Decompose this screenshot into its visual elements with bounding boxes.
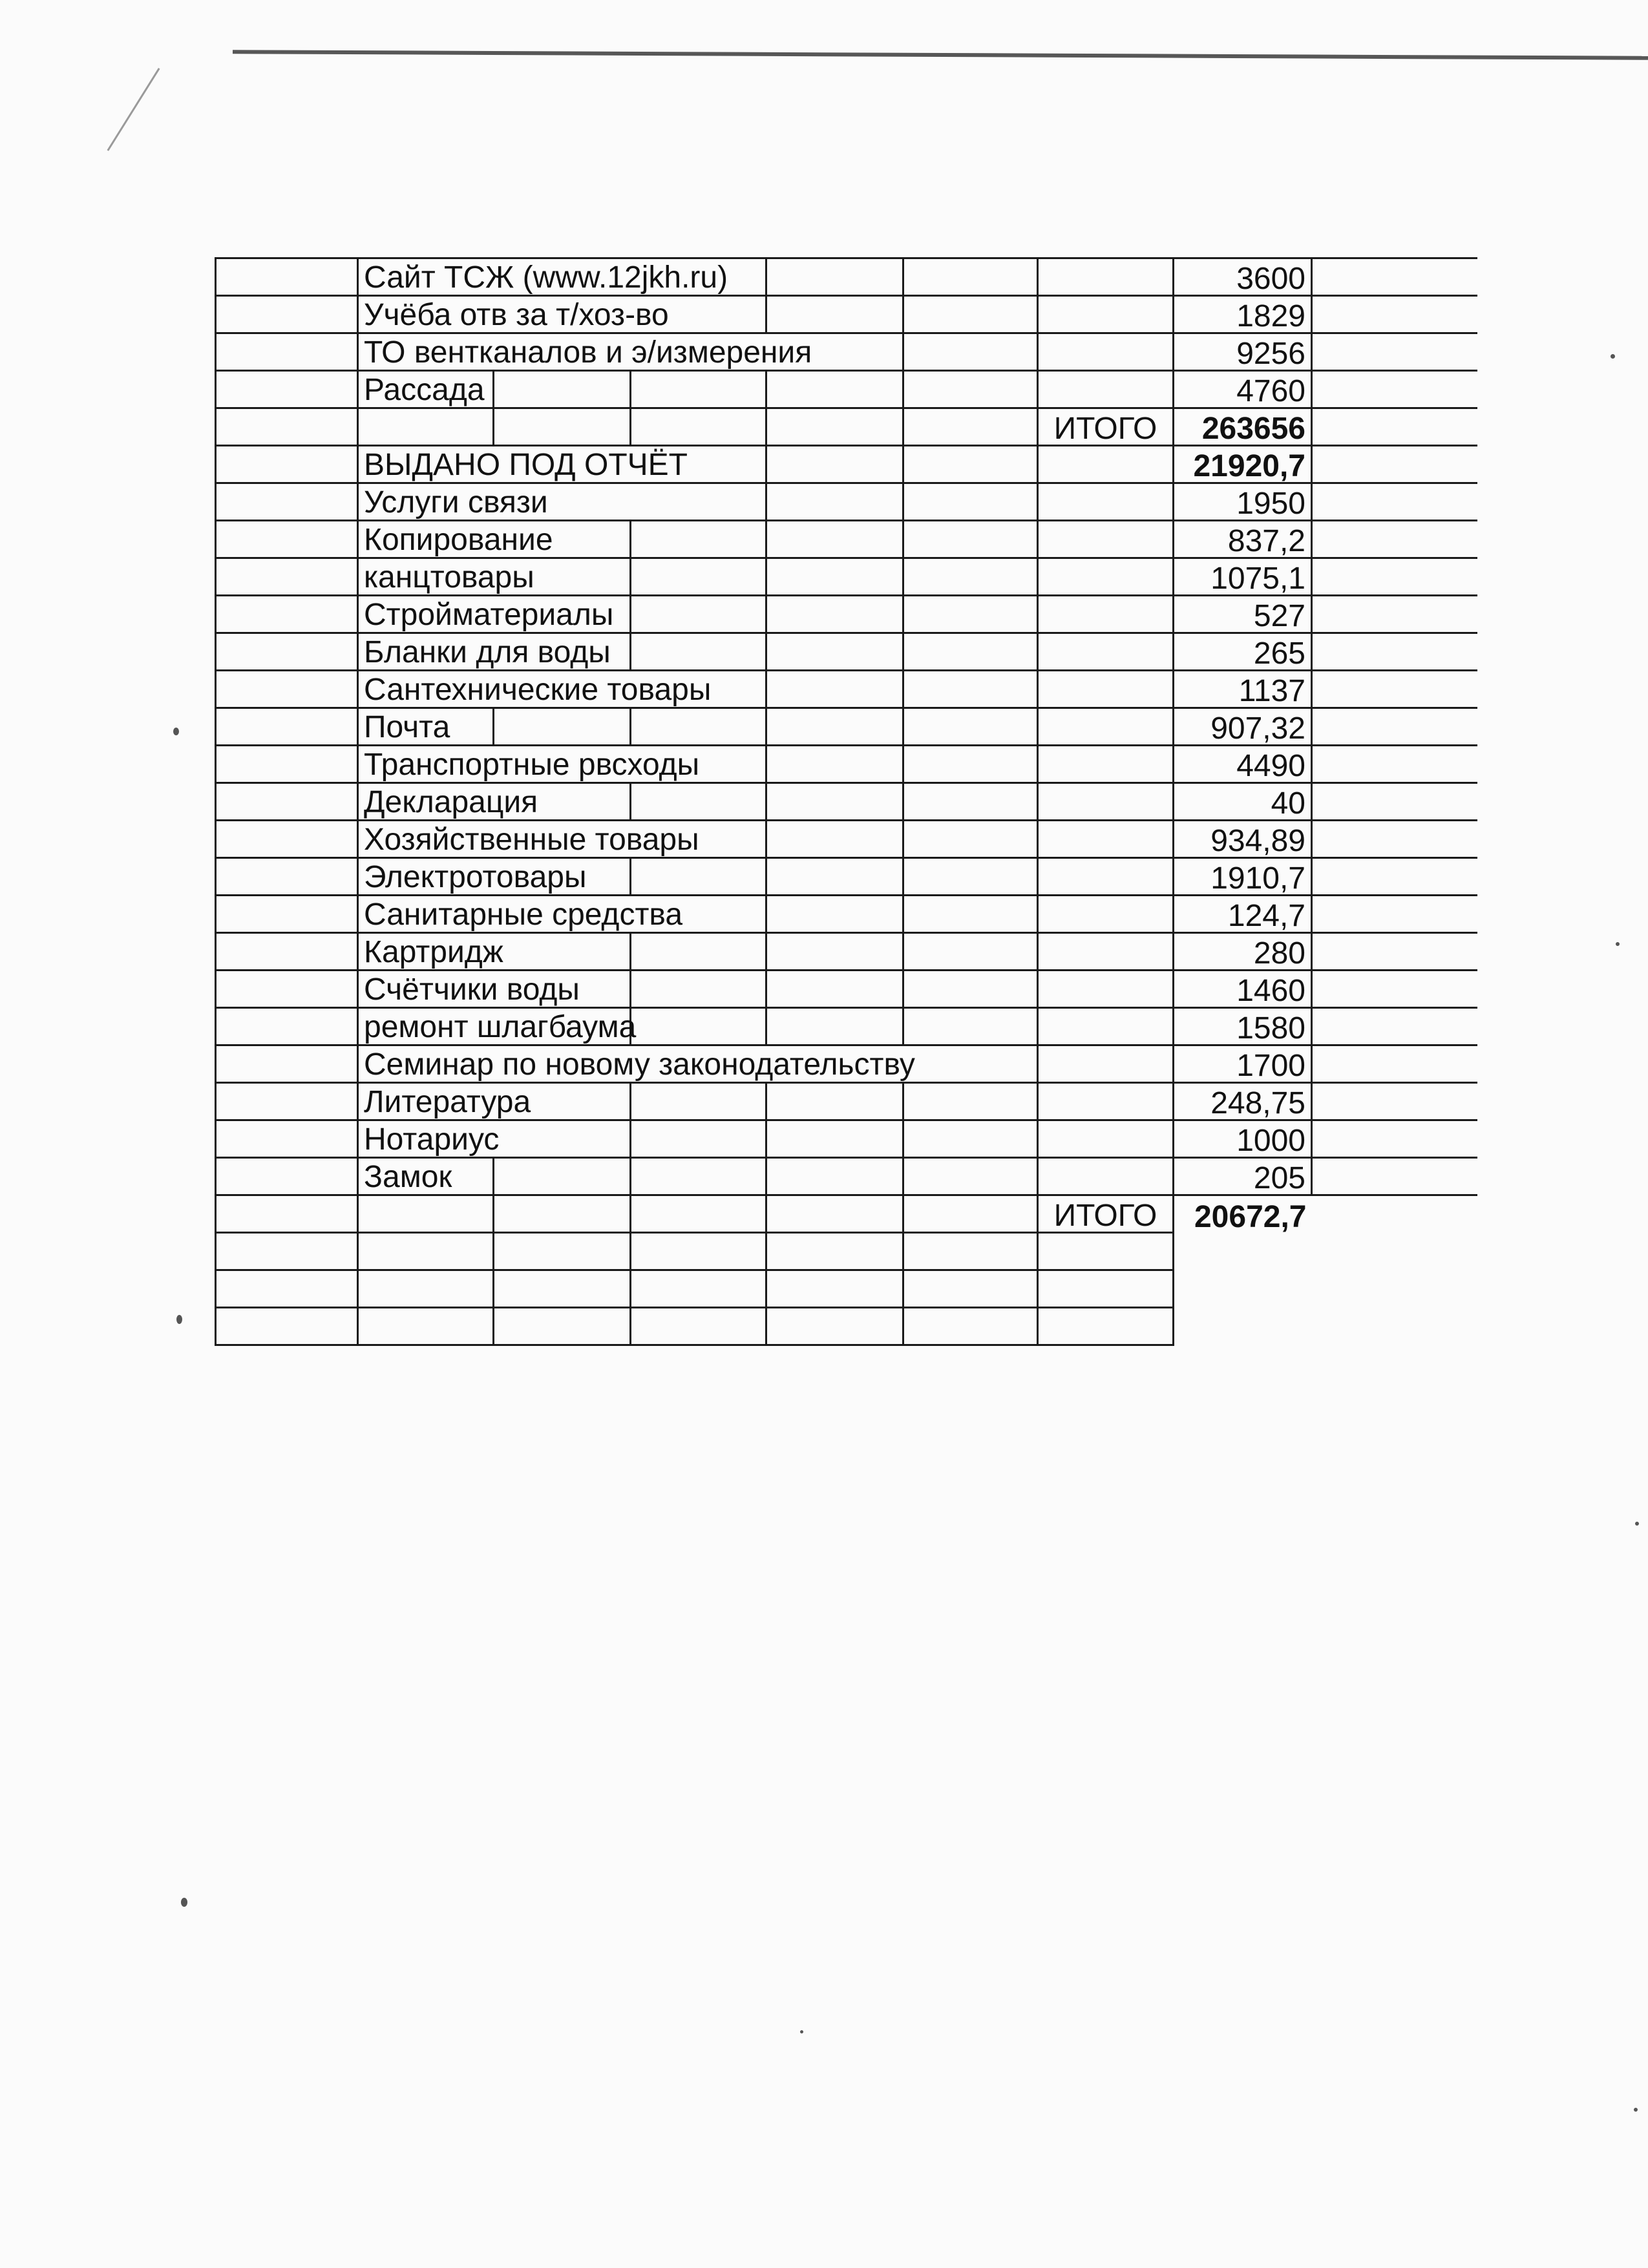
blank-cell <box>216 1045 358 1083</box>
blank-cell <box>766 558 903 596</box>
blank-cell <box>1312 896 1477 933</box>
item-label-cell <box>358 708 494 746</box>
item-label-cell <box>358 371 494 408</box>
blank-cell <box>766 633 903 671</box>
blank-cell <box>766 1120 903 1158</box>
table-row <box>216 1045 1477 1083</box>
item-amount: 1580 <box>1174 1008 1312 1045</box>
blank-cell <box>766 971 903 1008</box>
empty-row <box>216 1308 1477 1345</box>
blank-cell <box>903 1158 1038 1195</box>
blank-cell <box>216 1308 358 1345</box>
blank-cell <box>1312 408 1477 446</box>
blank-cell <box>1312 296 1477 333</box>
blank-cell <box>1038 371 1174 408</box>
blank-cell <box>631 633 766 671</box>
blank-cell <box>766 1195 903 1233</box>
blank-cell <box>358 1233 494 1270</box>
blank-cell <box>216 746 358 783</box>
blank-cell <box>1038 333 1174 371</box>
blank-cell <box>1038 858 1174 896</box>
blank-cell <box>1038 708 1174 746</box>
section-header-amount: 21920,7 <box>1174 446 1312 483</box>
blank-cell <box>631 1233 766 1270</box>
blank-cell <box>358 1270 494 1308</box>
table-row <box>216 258 1477 296</box>
item-amount: 280 <box>1174 933 1312 971</box>
blank-cell <box>1038 821 1174 858</box>
blank-cell <box>216 446 358 483</box>
blank-cell <box>631 521 766 558</box>
item-label-cell <box>358 821 766 858</box>
blank-cell <box>1174 1233 1312 1270</box>
total-row <box>216 1195 1477 1233</box>
table-row <box>216 708 1477 746</box>
item-label: Электротовары <box>364 860 587 894</box>
blank-cell <box>903 296 1038 333</box>
scan-speck <box>176 1315 182 1324</box>
blank-cell <box>903 971 1038 1008</box>
blank-cell <box>631 558 766 596</box>
blank-cell <box>903 1195 1038 1233</box>
item-label: канцтовары <box>364 560 534 594</box>
blank-cell <box>494 1233 631 1270</box>
blank-cell <box>766 258 903 296</box>
blank-cell <box>1038 933 1174 971</box>
blank-cell <box>903 558 1038 596</box>
item-label: Рассада <box>364 373 485 407</box>
blank-cell <box>1174 1270 1312 1308</box>
blank-cell <box>903 1270 1038 1308</box>
blank-cell <box>766 1308 903 1345</box>
blank-cell <box>631 596 766 633</box>
blank-cell <box>494 408 631 446</box>
blank-cell <box>903 446 1038 483</box>
item-label-cell <box>358 296 766 333</box>
scan-speck <box>1611 354 1615 359</box>
blank-cell <box>216 371 358 408</box>
blank-cell <box>1038 558 1174 596</box>
blank-cell <box>766 408 903 446</box>
item-label-cell <box>358 258 766 296</box>
item-amount: 907,32 <box>1174 708 1312 746</box>
blank-cell <box>903 708 1038 746</box>
table-row <box>216 596 1477 633</box>
blank-cell <box>631 408 766 446</box>
item-amount: 40 <box>1174 783 1312 821</box>
blank-cell <box>1038 521 1174 558</box>
blank-cell <box>1312 821 1477 858</box>
blank-cell <box>216 596 358 633</box>
blank-cell <box>216 483 358 521</box>
blank-cell <box>766 671 903 708</box>
item-label-cell <box>358 746 766 783</box>
item-amount: 248,75 <box>1174 1083 1312 1120</box>
item-label-cell <box>358 596 631 633</box>
section-header-label: ВЫДАНО ПОД ОТЧЁТ <box>364 448 688 482</box>
blank-cell <box>1038 483 1174 521</box>
blank-cell <box>631 1083 766 1120</box>
blank-cell <box>1312 258 1477 296</box>
table-row <box>216 483 1477 521</box>
empty-row <box>216 1270 1477 1308</box>
blank-cell <box>358 1195 494 1233</box>
item-amount: 9256 <box>1174 333 1312 371</box>
blank-cell <box>631 933 766 971</box>
blank-cell <box>216 1083 358 1120</box>
blank-cell <box>1038 1270 1174 1308</box>
blank-cell <box>216 671 358 708</box>
item-label: Санитарные средства <box>364 898 683 932</box>
blank-cell <box>216 521 358 558</box>
item-label: Транспортные рвсходы <box>364 748 700 782</box>
blank-cell <box>766 1158 903 1195</box>
blank-cell <box>494 371 631 408</box>
blank-cell <box>903 1233 1038 1270</box>
blank-cell <box>216 1195 358 1233</box>
blank-cell <box>216 1008 358 1045</box>
blank-cell <box>766 596 903 633</box>
total-row <box>216 408 1477 446</box>
item-label: Нотариус <box>364 1122 500 1157</box>
blank-cell <box>216 858 358 896</box>
blank-cell <box>494 1270 631 1308</box>
blank-cell <box>216 1120 358 1158</box>
blank-cell <box>216 783 358 821</box>
blank-cell <box>1312 858 1477 896</box>
blank-cell <box>766 708 903 746</box>
blank-cell <box>766 858 903 896</box>
item-label: Стройматериалы <box>364 598 614 632</box>
blank-cell <box>216 296 358 333</box>
item-label-cell <box>358 933 631 971</box>
blank-cell <box>1312 933 1477 971</box>
blank-cell <box>903 1008 1038 1045</box>
table-row <box>216 783 1477 821</box>
blank-cell <box>1312 708 1477 746</box>
table-row <box>216 671 1477 708</box>
item-label-cell <box>358 521 631 558</box>
table-row <box>216 1120 1477 1158</box>
blank-cell <box>903 596 1038 633</box>
blank-cell <box>1038 446 1174 483</box>
item-label-cell <box>358 896 766 933</box>
blank-cell <box>216 933 358 971</box>
blank-cell <box>1312 1195 1477 1233</box>
item-label: Бланки для воды <box>364 635 611 669</box>
scan-speck <box>1616 942 1620 946</box>
blank-cell <box>1038 971 1174 1008</box>
table-row <box>216 633 1477 671</box>
blank-cell <box>903 896 1038 933</box>
blank-cell <box>216 258 358 296</box>
blank-cell <box>494 1158 631 1195</box>
blank-cell <box>903 671 1038 708</box>
item-label: ТО вентканалов и э/измерения <box>364 335 812 370</box>
blank-cell <box>766 746 903 783</box>
table-row <box>216 858 1477 896</box>
blank-cell <box>1312 558 1477 596</box>
blank-cell <box>1038 596 1174 633</box>
item-label: Хозяйственные товары <box>364 823 699 857</box>
section-header-cell <box>358 446 766 483</box>
item-amount: 1700 <box>1174 1045 1312 1083</box>
blank-cell <box>766 1270 903 1308</box>
item-label-cell <box>358 1083 631 1120</box>
item-label: Копирование <box>364 523 553 557</box>
table-row <box>216 821 1477 858</box>
blank-cell <box>903 408 1038 446</box>
item-label: Услуги связи <box>364 485 548 520</box>
blank-cell <box>216 633 358 671</box>
table-row <box>216 521 1477 558</box>
item-label-cell <box>358 783 631 821</box>
item-label-cell <box>358 858 631 896</box>
blank-cell <box>1312 783 1477 821</box>
blank-cell <box>1312 1158 1477 1195</box>
table-row <box>216 1083 1477 1120</box>
blank-cell <box>1038 1158 1174 1195</box>
blank-cell <box>631 1008 766 1045</box>
item-amount: 4760 <box>1174 371 1312 408</box>
blank-cell <box>1312 1045 1477 1083</box>
blank-cell <box>903 821 1038 858</box>
blank-cell <box>631 708 766 746</box>
blank-cell <box>766 371 903 408</box>
blank-cell <box>1312 596 1477 633</box>
item-amount: 1000 <box>1174 1120 1312 1158</box>
blank-cell <box>766 783 903 821</box>
blank-cell <box>1312 633 1477 671</box>
blank-cell <box>494 1195 631 1233</box>
blank-cell <box>766 483 903 521</box>
item-label-cell <box>358 483 766 521</box>
table-row <box>216 333 1477 371</box>
item-label: Учёба отв за т/хоз-во <box>364 298 669 332</box>
blank-cell <box>903 858 1038 896</box>
blank-cell <box>766 896 903 933</box>
item-amount: 837,2 <box>1174 521 1312 558</box>
blank-cell <box>1312 1008 1477 1045</box>
total-label: ИТОГО <box>1038 1195 1174 1233</box>
blank-cell <box>631 1308 766 1345</box>
blank-cell <box>903 746 1038 783</box>
item-amount: 3600 <box>1174 258 1312 296</box>
blank-cell <box>766 933 903 971</box>
table-row <box>216 1008 1477 1045</box>
scan-speck <box>181 1898 187 1907</box>
blank-cell <box>1312 521 1477 558</box>
blank-cell <box>1038 1308 1174 1345</box>
scan-top-edge-line <box>233 50 1648 60</box>
blank-cell <box>216 333 358 371</box>
total-label: ИТОГО <box>1038 408 1174 446</box>
blank-cell <box>216 821 358 858</box>
blank-cell <box>1312 671 1477 708</box>
table-row <box>216 371 1477 408</box>
blank-cell <box>631 1270 766 1308</box>
blank-cell <box>903 633 1038 671</box>
blank-cell <box>1312 1270 1477 1308</box>
blank-cell <box>766 296 903 333</box>
blank-cell <box>1038 633 1174 671</box>
blank-cell <box>1312 1120 1477 1158</box>
blank-cell <box>216 896 358 933</box>
blank-cell <box>766 1083 903 1120</box>
blank-cell <box>216 1270 358 1308</box>
item-amount: 124,7 <box>1174 896 1312 933</box>
blank-cell <box>216 408 358 446</box>
item-amount: 1460 <box>1174 971 1312 1008</box>
item-amount: 4490 <box>1174 746 1312 783</box>
blank-cell <box>631 858 766 896</box>
scan-speck <box>1634 2108 1638 2112</box>
item-amount: 527 <box>1174 596 1312 633</box>
blank-cell <box>903 258 1038 296</box>
item-label: Замок <box>364 1160 452 1194</box>
item-label-cell <box>358 1120 631 1158</box>
blank-cell <box>1312 446 1477 483</box>
blank-cell <box>1038 1045 1174 1083</box>
blank-cell <box>358 1308 494 1345</box>
blank-cell <box>1312 746 1477 783</box>
blank-cell <box>1174 1308 1312 1345</box>
blank-cell <box>766 1008 903 1045</box>
expense-ledger-table <box>215 257 1477 1346</box>
blank-cell <box>1038 746 1174 783</box>
blank-cell <box>903 1308 1038 1345</box>
blank-cell <box>1038 671 1174 708</box>
blank-cell <box>631 371 766 408</box>
item-label: Декларация <box>364 785 538 819</box>
item-label: Картридж <box>364 935 503 969</box>
scan-artifact-mark <box>107 68 160 151</box>
item-amount: 1910,7 <box>1174 858 1312 896</box>
table-row <box>216 746 1477 783</box>
table-row <box>216 971 1477 1008</box>
blank-cell <box>631 783 766 821</box>
blank-cell <box>1312 371 1477 408</box>
table-row <box>216 296 1477 333</box>
item-label: Семинар по новому законодательству <box>364 1047 915 1082</box>
blank-cell <box>216 708 358 746</box>
item-label: Счётчики воды <box>364 972 580 1007</box>
blank-cell <box>631 971 766 1008</box>
item-label-cell <box>358 1008 637 1045</box>
total-amount: 20672,7 <box>1174 1195 1312 1233</box>
blank-cell <box>1312 971 1477 1008</box>
blank-cell <box>1038 258 1174 296</box>
blank-cell <box>494 1308 631 1345</box>
item-label-cell <box>358 558 631 596</box>
blank-cell <box>1312 483 1477 521</box>
item-label: ремонт шлагбаума <box>364 1010 637 1044</box>
blank-cell <box>1038 1083 1174 1120</box>
item-label-cell <box>358 333 903 371</box>
blank-cell <box>1038 783 1174 821</box>
item-label: Сайт ТСЖ (www.12jkh.ru) <box>364 260 728 295</box>
blank-cell <box>766 446 903 483</box>
blank-cell <box>766 1233 903 1270</box>
blank-cell <box>1312 1083 1477 1120</box>
ledger-body <box>216 258 1477 1345</box>
item-label-cell <box>358 1045 1038 1083</box>
scan-speck <box>800 2030 803 2033</box>
blank-cell <box>216 1158 358 1195</box>
scan-speck <box>1635 1522 1639 1526</box>
table-row <box>216 558 1477 596</box>
blank-cell <box>1038 296 1174 333</box>
item-label: Литература <box>364 1085 531 1119</box>
blank-cell <box>1038 896 1174 933</box>
blank-cell <box>766 821 903 858</box>
item-amount: 1829 <box>1174 296 1312 333</box>
item-amount: 1137 <box>1174 671 1312 708</box>
blank-cell <box>631 1195 766 1233</box>
table-row <box>216 896 1477 933</box>
item-amount: 265 <box>1174 633 1312 671</box>
blank-cell <box>631 1120 766 1158</box>
item-amount: 1075,1 <box>1174 558 1312 596</box>
blank-cell <box>631 1158 766 1195</box>
section-header-row <box>216 446 1477 483</box>
blank-cell <box>216 1233 358 1270</box>
item-label: Сантехнические товары <box>364 673 712 707</box>
item-label: Почта <box>364 710 450 744</box>
empty-row <box>216 1233 1477 1270</box>
blank-cell <box>903 1120 1038 1158</box>
blank-cell <box>216 971 358 1008</box>
blank-cell <box>903 521 1038 558</box>
item-amount: 934,89 <box>1174 821 1312 858</box>
table-row <box>216 1158 1477 1195</box>
blank-cell <box>903 1083 1038 1120</box>
item-amount: 1950 <box>1174 483 1312 521</box>
blank-cell <box>1312 333 1477 371</box>
blank-cell <box>494 708 631 746</box>
blank-cell <box>1312 1233 1477 1270</box>
blank-cell <box>1038 1008 1174 1045</box>
item-amount: 205 <box>1174 1158 1312 1195</box>
blank-cell <box>1038 1233 1174 1270</box>
item-label-cell <box>358 671 766 708</box>
blank-cell <box>216 558 358 596</box>
table-row <box>216 933 1477 971</box>
blank-cell <box>903 933 1038 971</box>
blank-cell <box>903 333 1038 371</box>
blank-cell <box>903 371 1038 408</box>
blank-cell <box>1312 1308 1477 1345</box>
blank-cell <box>903 783 1038 821</box>
total-amount: 263656 <box>1174 408 1312 446</box>
blank-cell <box>358 408 494 446</box>
item-label-cell <box>358 971 631 1008</box>
blank-cell <box>766 521 903 558</box>
blank-cell <box>1038 1120 1174 1158</box>
item-label-cell <box>358 1158 494 1195</box>
scan-speck <box>173 728 179 735</box>
blank-cell <box>903 483 1038 521</box>
item-label-cell <box>358 633 631 671</box>
